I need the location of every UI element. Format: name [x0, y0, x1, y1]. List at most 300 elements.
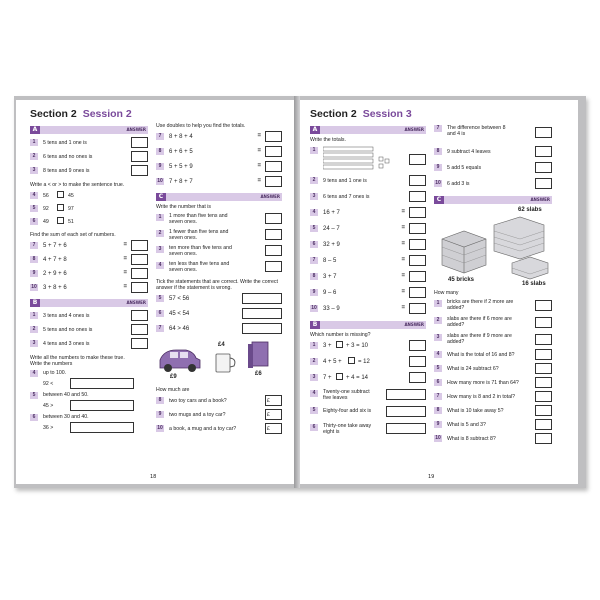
- question-number: 1: [30, 312, 38, 319]
- question-number: 9: [156, 163, 164, 170]
- equals-sign: =: [123, 242, 127, 248]
- question-row: [156, 146, 282, 161]
- question-text: two toy cars and a book?: [169, 398, 227, 404]
- section-letter: A: [310, 126, 320, 134]
- answer-box[interactable]: [409, 255, 426, 266]
- equation-part: 7 +: [323, 375, 332, 381]
- compare-left: 49: [43, 219, 49, 225]
- answer-prefix: 45 >: [43, 403, 54, 409]
- question-number: 3: [156, 246, 164, 253]
- answer-box[interactable]: [535, 391, 552, 402]
- pound-sign: £: [267, 426, 270, 432]
- question-row: [30, 310, 148, 324]
- question-number: 8: [434, 407, 442, 414]
- question-row: [434, 349, 552, 363]
- left-page-column-2: [156, 122, 282, 437]
- answer-box[interactable]: [131, 165, 148, 176]
- question-text: bricks are there if 2 more are added?: [447, 299, 514, 311]
- question-number: 5: [156, 295, 164, 302]
- slabs-16-label: 16 slabs: [522, 281, 546, 287]
- answer-box[interactable]: [265, 161, 282, 172]
- question-row: [156, 293, 282, 308]
- question-text: 33 – 9: [323, 306, 340, 312]
- missing-number-row: [310, 372, 426, 388]
- question-text: 5 add 5 equals: [447, 165, 482, 171]
- car-price: £9: [170, 374, 177, 380]
- instruction-text: How many: [434, 290, 459, 296]
- question-number: 9: [434, 421, 442, 428]
- question-row: [434, 419, 552, 433]
- question-row: [30, 268, 148, 282]
- question-row: [310, 255, 426, 271]
- question-number: 5: [434, 365, 442, 372]
- answer-row: [30, 378, 148, 391]
- answer-box[interactable]: [535, 363, 552, 374]
- compare-left: 56: [43, 193, 49, 199]
- mug-price: £4: [218, 342, 225, 348]
- compare-right: 97: [68, 206, 74, 212]
- question-row: [30, 240, 148, 254]
- answer-box[interactable]: [265, 176, 282, 187]
- answer-box[interactable]: [409, 287, 426, 298]
- section-b-header: [310, 321, 426, 329]
- question-number: 9: [30, 270, 38, 277]
- answer-box[interactable]: [409, 223, 426, 234]
- compare-left: 92: [43, 206, 49, 212]
- question-text: 6 tens and no ones is: [43, 154, 93, 160]
- question-text: 1 more than five tens and seven ones.: [169, 213, 228, 225]
- answer-box[interactable]: [131, 137, 148, 148]
- instruction-text: How much are: [156, 387, 190, 393]
- answer-box[interactable]: [386, 389, 426, 400]
- right-page: [300, 100, 578, 484]
- compare-box[interactable]: [57, 191, 64, 198]
- missing-number-box[interactable]: [348, 357, 355, 364]
- answer-field[interactable]: [70, 378, 134, 389]
- question-text: slabs are there if 6 more are added?: [447, 316, 512, 328]
- answer-field[interactable]: [70, 400, 134, 411]
- answer-box[interactable]: [242, 323, 282, 334]
- question-text: 3 + 7: [323, 274, 337, 280]
- question-text: 8 tens and 9 ones is: [43, 168, 90, 174]
- left-page: [16, 100, 294, 484]
- answer-box[interactable]: [409, 356, 426, 367]
- answer-box[interactable]: [409, 303, 426, 314]
- question-text: 16 + 7: [323, 210, 340, 216]
- book-price: £6: [255, 371, 262, 377]
- question-number: 10: [31, 284, 37, 290]
- question-row: [310, 422, 426, 439]
- question-text: How many more is 71 than 64?: [447, 380, 519, 386]
- question-number: 6: [156, 310, 164, 317]
- question-text: What is the total of 16 and 8?: [447, 352, 515, 358]
- instruction-text: Find the sum of each set of numbers.: [30, 232, 116, 238]
- question-number: 5: [30, 392, 38, 399]
- question-text: 7 + 8 + 7: [169, 179, 193, 185]
- answer-box[interactable]: [535, 146, 552, 157]
- answer-row: [30, 422, 148, 435]
- answer-box[interactable]: [409, 271, 426, 282]
- answer-box[interactable]: [386, 406, 426, 417]
- answer-box[interactable]: [265, 395, 282, 406]
- answer-box[interactable]: [409, 191, 426, 202]
- question-row: [434, 298, 552, 315]
- question-text: 1 fewer than five tens and seven ones.: [169, 229, 229, 241]
- equation-part: + 4 = 14: [346, 375, 369, 381]
- answer-box[interactable]: [535, 377, 552, 388]
- question-row: [156, 395, 282, 409]
- section-a-header: [30, 126, 148, 134]
- question-number: 1: [310, 342, 318, 349]
- equals-sign: =: [401, 257, 405, 263]
- answer-heading: ANSWER: [404, 127, 424, 132]
- instruction-text: Use doubles to help you find the totals.: [156, 123, 246, 129]
- question-number: 7: [434, 393, 442, 400]
- question-text: 8 – 5: [323, 258, 337, 264]
- question-row: [310, 405, 426, 422]
- answer-box[interactable]: [409, 239, 426, 250]
- answer-box[interactable]: [265, 146, 282, 157]
- answer-box[interactable]: [535, 178, 552, 189]
- question-row: [156, 176, 282, 191]
- question-text: 9 tens and 1 one is: [323, 178, 367, 184]
- section-letter: A: [30, 126, 40, 134]
- question-number: 8: [156, 397, 164, 404]
- pound-sign: £: [267, 412, 270, 418]
- compare-row: [30, 203, 148, 216]
- question-row: [30, 391, 148, 400]
- equals-sign: =: [401, 225, 405, 231]
- question-number: 7: [434, 125, 442, 132]
- question-number: 4: [30, 370, 38, 377]
- answer-prefix: 36 >: [43, 425, 54, 431]
- question-text: 4 + 7 + 8: [43, 257, 67, 263]
- equals-sign: =: [401, 273, 405, 279]
- question-number: 6: [30, 218, 38, 225]
- page-number: 18: [150, 474, 157, 480]
- question-row: [310, 287, 426, 303]
- answer-box[interactable]: [131, 268, 148, 279]
- question-text: 6 tens and 7 ones is: [323, 194, 370, 200]
- question-text: Twenty-one subtract five leaves: [323, 389, 370, 401]
- section-letter: B: [30, 299, 40, 307]
- question-text: between 40 and 50.: [43, 392, 89, 398]
- section-letter: C: [156, 193, 166, 201]
- question-number: 3: [310, 193, 318, 200]
- question-row: [30, 324, 148, 338]
- question-row: [156, 244, 282, 260]
- question-text: 8 + 8 + 4: [169, 134, 193, 140]
- answer-box[interactable]: [265, 245, 282, 256]
- answer-box[interactable]: [131, 240, 148, 251]
- answer-box[interactable]: [409, 372, 426, 383]
- question-row: [310, 207, 426, 223]
- question-number: 5: [310, 407, 318, 414]
- left-page-title: [30, 108, 132, 120]
- slabs-62-label: 62 slabs: [518, 207, 542, 213]
- question-text: What is 10 take away 5?: [447, 408, 504, 414]
- question-row: [30, 254, 148, 268]
- section-a-header: [310, 126, 426, 134]
- section-c-header: [156, 193, 282, 201]
- bricks-slabs-svg: [434, 207, 552, 287]
- question-number: 5: [30, 205, 38, 212]
- session-label: Session 3: [362, 108, 412, 120]
- answer-prefix: 92 <: [43, 381, 54, 387]
- question-number: 10: [157, 425, 163, 431]
- question-row: [434, 433, 552, 447]
- question-number: 2: [434, 317, 442, 324]
- answer-box[interactable]: [131, 282, 148, 293]
- right-page-column-2: [434, 124, 552, 447]
- question-text: 5 + 5 + 9: [169, 164, 193, 170]
- bricks-label: 45 bricks: [448, 277, 475, 283]
- question-row: [156, 161, 282, 176]
- question-text: 57 < 56: [169, 296, 190, 302]
- question-number: 9: [310, 289, 318, 296]
- question-text: slabs are there if 9 more are added?: [447, 333, 512, 345]
- answer-box[interactable]: [131, 151, 148, 162]
- answer-box[interactable]: [265, 261, 282, 272]
- question-row: [156, 308, 282, 323]
- answer-field[interactable]: [70, 422, 134, 433]
- question-text: 5 tens and 1 one is: [43, 140, 87, 146]
- question-number: 1: [310, 147, 318, 154]
- question-number: 7: [156, 133, 164, 140]
- section-label: Section 2: [30, 108, 77, 120]
- answer-heading: ANSWER: [404, 322, 424, 327]
- pound-sign: £: [267, 398, 270, 404]
- question-row: [310, 175, 426, 191]
- question-number: 6: [310, 424, 318, 431]
- answer-box[interactable]: [535, 162, 552, 173]
- question-row: [156, 323, 282, 338]
- question-text: 5 tens and no ones is: [43, 327, 93, 333]
- question-row: [434, 178, 552, 194]
- question-row: [434, 363, 552, 377]
- answer-box[interactable]: [265, 423, 282, 434]
- answer-box[interactable]: [265, 131, 282, 142]
- question-number: 3: [30, 167, 38, 174]
- compare-box[interactable]: [57, 204, 64, 211]
- question-text: 32 + 9: [323, 242, 340, 248]
- question-number: 3: [310, 374, 318, 381]
- question-text: 3 tens and 4 ones is: [43, 313, 90, 319]
- question-number: 4: [310, 390, 318, 397]
- question-number: 7: [156, 325, 164, 332]
- question-number: 4: [434, 351, 442, 358]
- question-number: 9: [156, 411, 164, 418]
- compare-box[interactable]: [57, 217, 64, 224]
- question-text: What is 8 subtract 8?: [447, 436, 496, 442]
- answer-box[interactable]: [535, 349, 552, 360]
- question-text: a book, a mug and a toy car?: [169, 426, 237, 432]
- question-row: [434, 405, 552, 419]
- missing-number-row: [310, 356, 426, 372]
- question-number: 1: [434, 300, 442, 307]
- question-number: 8: [156, 148, 164, 155]
- answer-heading: ANSWER: [260, 194, 280, 199]
- toy-car-icon: [160, 350, 200, 372]
- section-letter: C: [434, 196, 444, 204]
- question-number: 10: [157, 178, 163, 184]
- question-row: [310, 223, 426, 239]
- question-number: 3: [434, 334, 442, 341]
- question-text: 64 > 46: [169, 326, 190, 332]
- question-number: 2: [310, 177, 318, 184]
- question-row: [30, 137, 148, 151]
- question-text: two mugs and a toy car?: [169, 412, 226, 418]
- question-number: 10: [435, 180, 441, 186]
- answer-box[interactable]: [535, 405, 552, 416]
- answer-box[interactable]: [265, 213, 282, 224]
- answer-box[interactable]: [242, 308, 282, 319]
- instruction-text: Write a < or > to make the sentence true.: [30, 182, 125, 188]
- question-row: [30, 369, 148, 378]
- question-row: [434, 124, 552, 146]
- section-letter: B: [310, 321, 320, 329]
- equals-sign: =: [401, 289, 405, 295]
- equation-part: + 3 = 10: [346, 343, 369, 349]
- answer-box[interactable]: [131, 310, 148, 321]
- question-row: [310, 303, 426, 319]
- question-number: 1: [30, 139, 38, 146]
- question-number: 2: [30, 326, 38, 333]
- question-text: 6 add 3 is: [447, 181, 470, 187]
- question-text: 24 – 7: [323, 226, 340, 232]
- instruction-text: Write the totals.: [310, 137, 346, 143]
- compare-right: 45: [68, 193, 74, 199]
- question-row: [30, 413, 148, 422]
- question-row: [156, 260, 282, 276]
- answer-box[interactable]: [409, 154, 426, 165]
- question-number: 4: [30, 192, 38, 199]
- question-text: ten less than five tens and seven ones.: [169, 261, 230, 273]
- right-page-title: [310, 108, 412, 120]
- question-row: [434, 332, 552, 349]
- answer-box[interactable]: [242, 293, 282, 304]
- question-row: [156, 131, 282, 146]
- answer-heading: ANSWER: [126, 127, 146, 132]
- price-illustration: [156, 338, 282, 384]
- answer-box[interactable]: [265, 229, 282, 240]
- missing-number-box[interactable]: [336, 341, 343, 348]
- question-row: [30, 165, 148, 179]
- book-icon: [248, 342, 268, 368]
- right-page-column-1: [310, 124, 426, 439]
- question-text: between 30 and 40.: [43, 414, 89, 420]
- question-number: 10: [311, 305, 317, 311]
- answer-box[interactable]: [386, 423, 426, 434]
- section-b-header: [30, 299, 148, 307]
- question-row: [434, 377, 552, 391]
- equals-sign: =: [257, 163, 261, 169]
- answer-box[interactable]: [535, 433, 552, 444]
- equals-sign: =: [401, 209, 405, 215]
- base-ten-blocks-icon: [323, 146, 393, 172]
- bricks-slabs-illustration: [434, 207, 552, 287]
- session-label: Session 2: [82, 108, 132, 120]
- answer-box[interactable]: [409, 175, 426, 186]
- missing-number-row: [310, 340, 426, 356]
- answer-box[interactable]: [535, 334, 552, 345]
- compare-row: [30, 190, 148, 203]
- question-number: 6: [310, 241, 318, 248]
- question-row: [30, 282, 148, 296]
- question-number: 3: [30, 340, 38, 347]
- question-text: up to 100.: [43, 370, 67, 376]
- answer-box[interactable]: [131, 338, 148, 349]
- slab-stack-small-icon: [512, 257, 548, 279]
- question-row: [30, 151, 148, 165]
- question-row: [156, 228, 282, 244]
- question-row: [434, 391, 552, 405]
- question-row: [156, 423, 282, 437]
- question-text: 45 < 54: [169, 311, 190, 317]
- question-row: [156, 212, 282, 228]
- answer-box[interactable]: [535, 419, 552, 430]
- question-text: Thirty-one take away eight is: [323, 423, 372, 435]
- question-text: 9 – 6: [323, 290, 337, 296]
- section-label: Section 2: [310, 108, 357, 120]
- equals-sign: =: [401, 305, 405, 311]
- question-row: [310, 191, 426, 207]
- question-text: What is 5 and 3?: [447, 422, 486, 428]
- instruction-text: Write all the numbers to make these true. Write the numbers: [30, 355, 125, 367]
- answer-box[interactable]: [131, 254, 148, 265]
- question-number: 7: [310, 257, 318, 264]
- question-number: 9: [434, 164, 442, 171]
- instruction-text: Write the number that is: [156, 204, 211, 210]
- equation-part: 4 + 5 +: [323, 359, 342, 365]
- question-text: 9 subtract 4 leaves: [447, 149, 491, 155]
- missing-number-box[interactable]: [336, 373, 343, 380]
- question-text: The difference between 8 and 4 is: [447, 125, 506, 137]
- answer-box[interactable]: [409, 207, 426, 218]
- question-number: 8: [434, 148, 442, 155]
- question-number: 1: [156, 214, 164, 221]
- question-number: 2: [30, 153, 38, 160]
- equals-sign: =: [257, 178, 261, 184]
- answer-box[interactable]: [535, 127, 552, 138]
- answer-heading: ANSWER: [126, 300, 146, 305]
- question-text: 5 + 7 + 6: [43, 243, 67, 249]
- question-number: 5: [310, 225, 318, 232]
- answer-box[interactable]: [409, 340, 426, 351]
- question-row: [310, 388, 426, 405]
- left-page-column-1: [30, 124, 148, 435]
- equals-sign: =: [123, 256, 127, 262]
- question-row: [156, 409, 282, 423]
- equals-sign: =: [123, 270, 127, 276]
- mug-icon: [216, 354, 235, 372]
- answer-box[interactable]: [265, 409, 282, 420]
- question-number: 2: [156, 230, 164, 237]
- instruction-text: Which number is missing?: [310, 332, 371, 338]
- question-number: 6: [434, 379, 442, 386]
- question-row: [30, 338, 148, 352]
- question-row: [310, 271, 426, 287]
- answer-box[interactable]: [535, 300, 552, 311]
- answer-box[interactable]: [131, 324, 148, 335]
- question-row: [434, 315, 552, 332]
- question-number: 6: [30, 414, 38, 421]
- question-text: How many is 8 and 2 in total?: [447, 394, 516, 400]
- equals-sign: =: [257, 133, 261, 139]
- answer-row: [30, 400, 148, 413]
- question-row: [434, 162, 552, 178]
- answer-box[interactable]: [535, 317, 552, 328]
